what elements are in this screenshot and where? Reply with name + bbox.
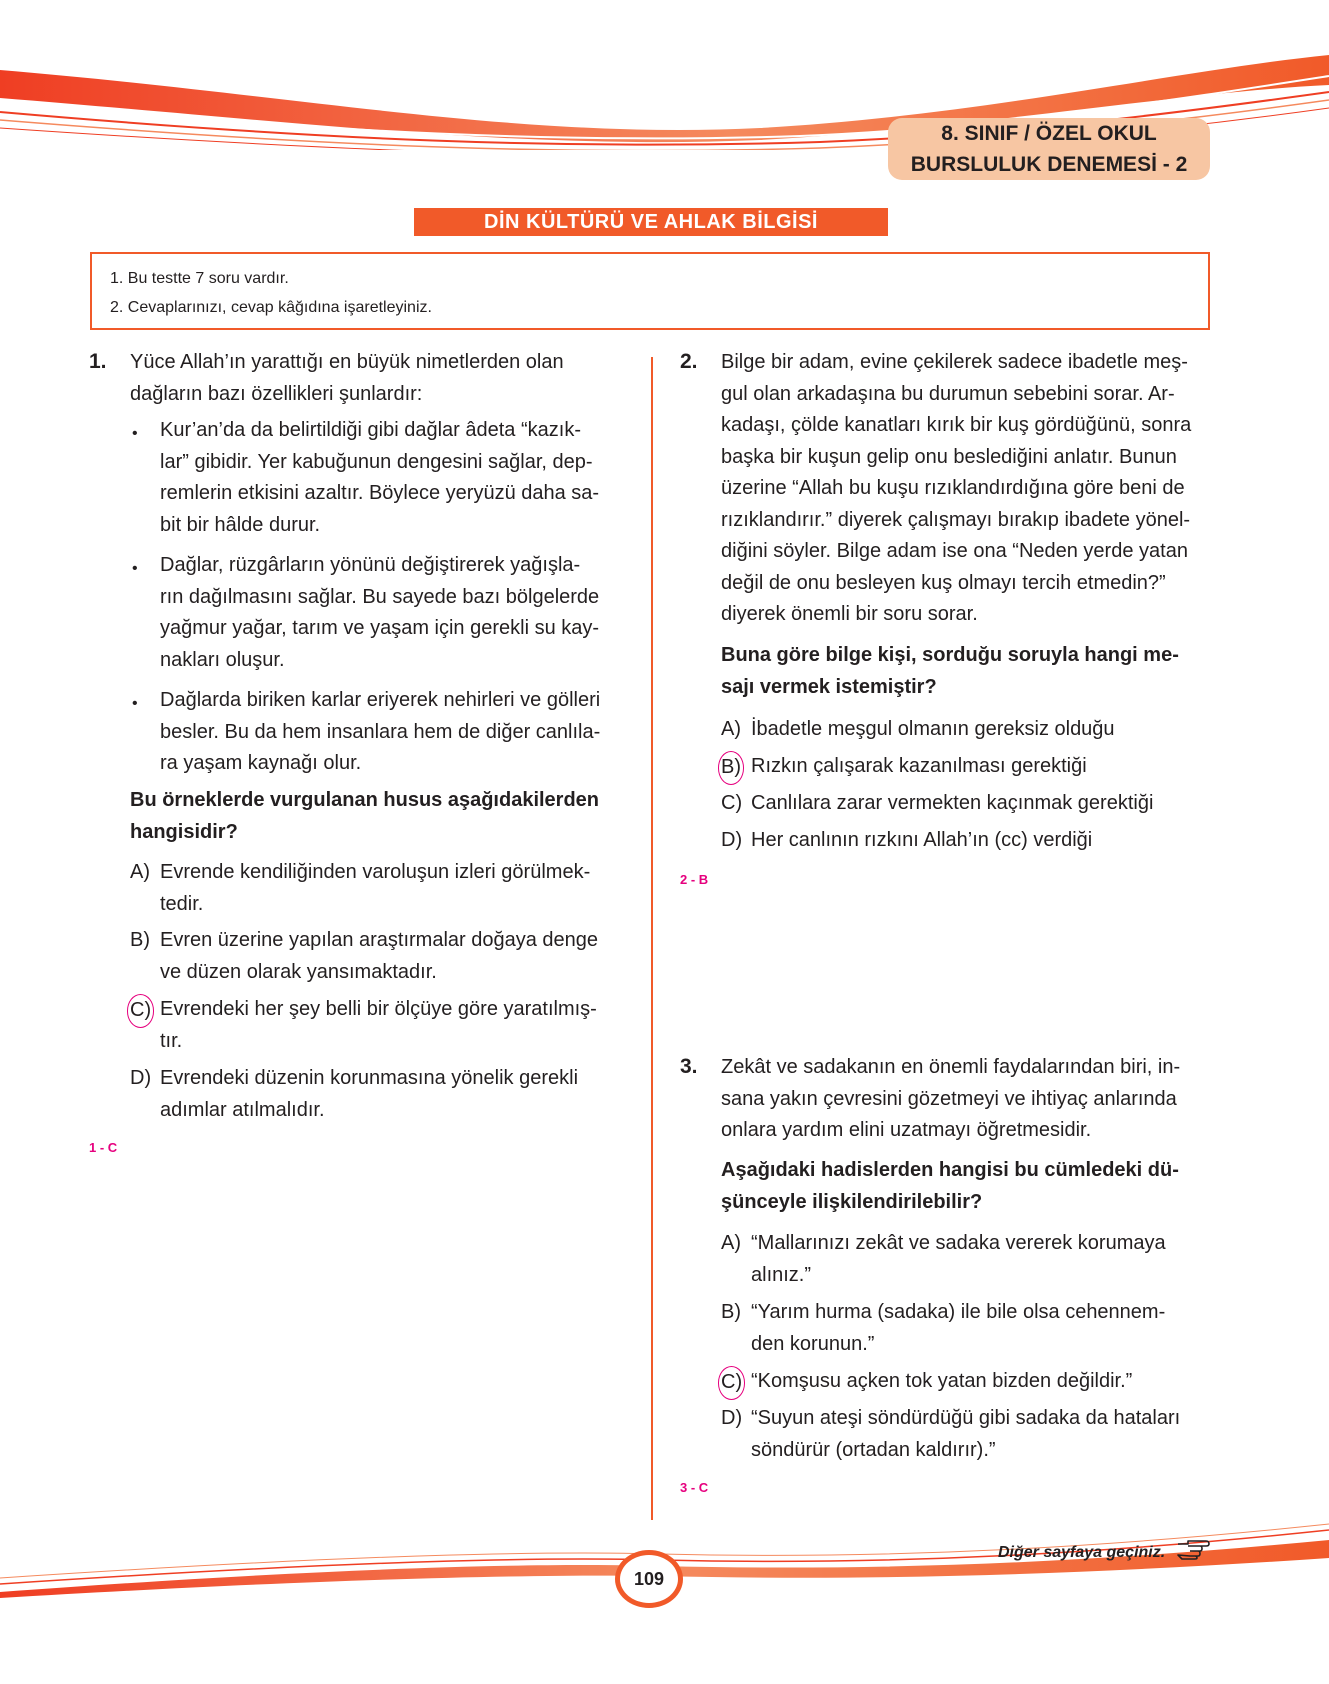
option-text: İbadetle meşgul olmanın gereksiz olduğu (751, 718, 1115, 740)
bullet-line: yağmur yağar, tarım ve yaşam için gerekli su kay- (160, 617, 600, 639)
question-2-option-c[interactable] (721, 788, 1221, 820)
question-1-bullet (160, 415, 630, 541)
bullet-line: lar” gibidir. Yer kabuğunun dengesini sağlar, dep- (160, 450, 593, 473)
option-line: söndürür (ortadan kaldırır).” (751, 1438, 996, 1461)
option-line: den korunun.” (751, 1332, 875, 1355)
page-number: 109 (633, 1569, 665, 1589)
intro-line: onlara yardım elini uzatmayı öğretmesidir. (721, 1119, 1092, 1141)
option-letter: B) (130, 929, 150, 951)
option-letter: D) (721, 829, 743, 851)
next-page-note: Diğer sayfaya geçiniz. (998, 1544, 1166, 1561)
option-text: Rızkın çalışarak kazanılması gerektiği (751, 755, 1087, 777)
option-line: “Mallarınızı zekât ve sadaka vererek korumaya (751, 1232, 1166, 1254)
question-2-intro (721, 347, 1221, 631)
bullet-line: ra yaşam kaynağı olur. (160, 752, 362, 774)
intro-line: diğini söyler. Bilge adam ise ona “Neden yerde yatan (721, 540, 1188, 562)
option-text (160, 925, 598, 988)
exam-title-badge (888, 118, 1210, 180)
question-3-option-d[interactable] (721, 1403, 1221, 1467)
option-letter: B) (721, 1301, 741, 1323)
subject-title: DİN KÜLTÜRÜ VE AHLAK BİLGİSİ (414, 208, 888, 236)
option-line: Evren üzerine yapılan araştırmalar doğaya denge (160, 929, 599, 951)
stem-line: Buna göre bilge kişi, sorduğu soruyla hangi me- (721, 644, 1179, 666)
bullet-line: Dağlarda biriken karlar eriyerek nehirleri ve gölleri (160, 689, 601, 711)
question-1-bullet (160, 685, 630, 780)
intro-line: Zekât ve sadakanın en önemli faydalarından biri, in- (721, 1056, 1181, 1078)
question-1-option-c[interactable] (130, 994, 640, 1058)
option-text: “Komşusu açken tok yatan bizden değildir.” (751, 1370, 1133, 1392)
column-divider (651, 357, 653, 1520)
bullet-line: bit bir hâlde durur. (160, 513, 321, 536)
option-line: “Yarım hurma (sadaka) ile bile olsa cehennem- (751, 1301, 1166, 1323)
instructions-box (90, 252, 1210, 330)
question-1-stem (130, 785, 630, 848)
option-letter-selected: C) (127, 994, 154, 1028)
exam-title-line1: 8. SINIF / ÖZEL OKUL (941, 122, 1157, 145)
option-text (751, 1403, 1180, 1466)
bullet-line: Dağlar, rüzgârların yönünü değiştirerek yağışla- (160, 554, 581, 576)
option-text (160, 857, 590, 920)
question-3-option-c[interactable] (721, 1366, 1221, 1398)
question-1-option-a[interactable] (130, 857, 640, 921)
stem-line: şünceyle ilişkilendirilebilir? (721, 1190, 983, 1213)
option-line: tır. (160, 1029, 183, 1052)
question-1-number: 1. (89, 350, 107, 373)
option-text (751, 1228, 1166, 1291)
stem-line: Bu örneklerde vurgulanan husus aşağıdakilerden (130, 789, 600, 811)
bullet-line: Kur’an’da da belirtildiği gibi dağlar âdeta “kazık- (160, 419, 581, 441)
option-letter: D) (721, 1407, 743, 1429)
question-3-intro (721, 1052, 1221, 1147)
option-line: Evrendeki her şey belli bir ölçüye göre yaratılmış- (160, 998, 597, 1020)
intro-line: diyerek önemli bir soru sorar. (721, 603, 978, 625)
pointing-hand-icon (1176, 1538, 1210, 1560)
question-1-option-d[interactable] (130, 1063, 640, 1127)
intro-line: rızıklandırır.” diyerek çalışmayı bırakıp ibadete yönel- (721, 508, 1191, 531)
bullet-line: remlerin etkisini azaltır. Böylece yeryüzü daha sa- (160, 482, 600, 504)
option-line: alınız.” (751, 1263, 812, 1286)
question-1-answer-key: 1 - C (89, 1140, 118, 1155)
option-text (160, 994, 597, 1057)
option-line: Evrende kendiliğinden varoluşun izleri görülmek- (160, 861, 591, 883)
intro-line: sana yakın çevresini gözetmeyi ve ihtiyaç anlarında (721, 1087, 1177, 1110)
option-line: “Suyun ateşi söndürdüğü gibi sadaka da hataları (751, 1407, 1181, 1429)
option-line: adımlar atılmalıdır. (160, 1098, 325, 1121)
question-3-option-b[interactable] (721, 1297, 1221, 1361)
option-text: Canlılara zarar vermekten kaçınmak gerektiği (751, 792, 1154, 814)
question-2-answer-key: 2 - B (680, 872, 709, 887)
option-line: tedir. (160, 892, 204, 915)
intro-line: başka bir kuşun gelip onu beslediğini anlatır. Bunun (721, 445, 1177, 468)
option-letter-selected: B) (718, 751, 744, 785)
bullet-icon: • (132, 560, 138, 577)
stem-line: Aşağıdaki hadislerden hangisi bu cümledeki dü- (721, 1159, 1179, 1181)
instruction-item: 1. Bu testte 7 soru vardır. (110, 270, 289, 287)
option-text: Her canlının rızkını Allah’ın (cc) verdiği (751, 829, 1093, 851)
question-1-intro (130, 347, 630, 410)
bullet-line: nakları oluşur. (160, 648, 285, 671)
intro-line: kadaşı, çölde kanatları kırık bir kuş gördüğünü, sonra (721, 414, 1192, 436)
option-letter: A) (721, 1232, 741, 1254)
option-letter: D) (130, 1067, 152, 1089)
stem-line: hangisidir? (130, 820, 238, 843)
question-2-option-b[interactable] (721, 751, 1221, 783)
question-2-number: 2. (680, 350, 698, 373)
instruction-item: 2. Cevaplarınızı, cevap kâğıdına işaretleyiniz. (110, 299, 432, 316)
option-letter: C) (721, 792, 743, 814)
option-letter: A) (721, 718, 741, 740)
option-letter-selected: C) (718, 1366, 745, 1400)
bullet-icon: • (132, 425, 138, 442)
question-2-stem (721, 640, 1221, 703)
question-1-intro-line: dağların bazı özellikleri şunlardır: (130, 382, 423, 405)
option-line: Evrendeki düzenin korunmasına yönelik gerekli (160, 1067, 579, 1089)
question-1-bullet (160, 550, 630, 676)
intro-line: üzerine “Allah bu kuşu rızıklandırdığına göre beni de (721, 477, 1185, 499)
question-3-number: 3. (680, 1055, 698, 1078)
intro-line: değil de onu besleyen kuş olmayı tercih etmedin?” (721, 571, 1166, 594)
question-2-option-a[interactable] (721, 714, 1221, 746)
option-text (751, 1297, 1165, 1360)
bullet-line: rın dağılmasını sağlar. Bu sayede bazı bölgelerde (160, 585, 600, 608)
stem-line: sajı vermek istemiştir? (721, 675, 937, 698)
bullet-line: besler. Bu da hem insanlara hem de diğer canlıla- (160, 720, 601, 743)
question-1-option-b[interactable] (130, 925, 640, 989)
question-3-stem (721, 1155, 1221, 1218)
option-text (160, 1063, 578, 1126)
bullet-icon: • (132, 695, 138, 712)
question-3-answer-key: 3 - C (680, 1480, 709, 1495)
question-3-option-a[interactable] (721, 1228, 1221, 1292)
intro-line: gul olan arkadaşına bu durumun sebebini sorar. Ar- (721, 382, 1175, 405)
question-1-intro-line: Yüce Allah’ın yarattığı en büyük nimetlerden olan (130, 351, 564, 373)
exam-title-line2: BURSLULUK DENEMESİ - 2 (910, 153, 1188, 176)
question-2-option-d[interactable] (721, 825, 1221, 857)
option-line: ve düzen olarak yansımaktadır. (160, 960, 437, 983)
intro-line: Bilge bir adam, evine çekilerek sadece ibadetle meş- (721, 351, 1188, 373)
option-letter: A) (130, 861, 150, 883)
